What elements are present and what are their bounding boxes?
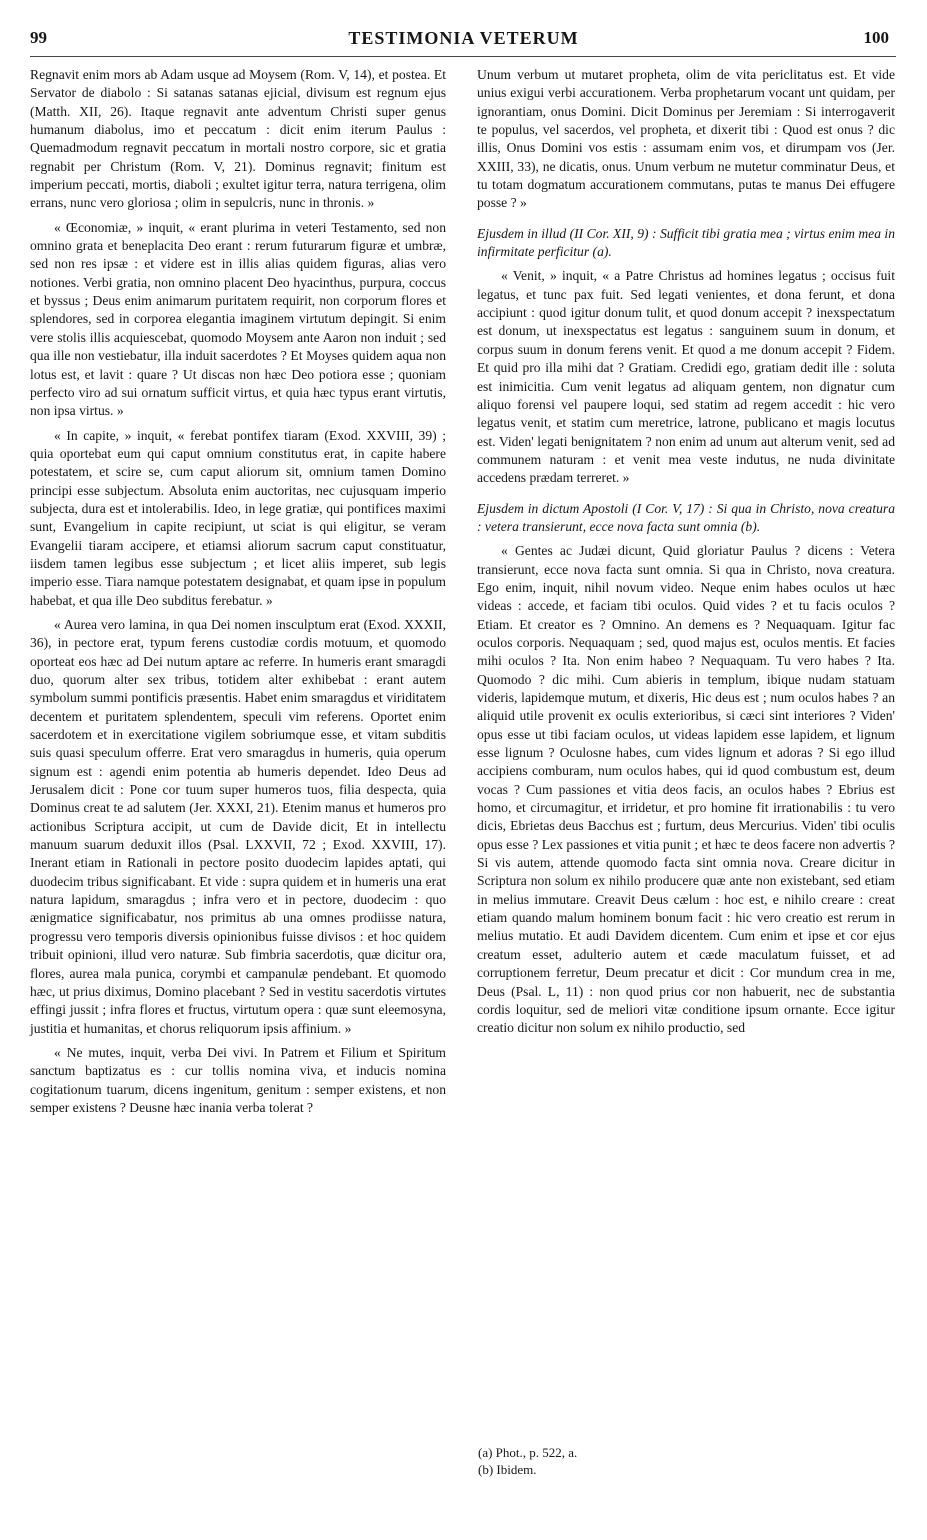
paragraph: Unum verbum ut mutaret propheta, olim de vita periclitatus est. Et vide unius exigui verbi accurationem. Verba prophetarum vocant unt quidam, per ignorantiam, onus Domini. Dicit Dominus per Jeremiam : Si interrogaverit te populus, vel sacerdos, vel propheta, et dixerit tibi : Quod est onus ? dic illis, Onus Domini vos estis : assumam enim vos, et dirumpam vos (Jer. XXIII, 33), ne dicatis, onus. Unum verbum ne mutetur comminatur Deus, et tu totam dogmatum accurationem commutans, putas te manus Dei effugere posse ? » — [477, 67, 895, 211]
running-head — [0, 28, 927, 54]
left-page-number: 99 — [30, 28, 47, 47]
section-heading: Ejusdem in dictum Apostoli (I Cor. V, 17) : Si qua in Christo, nova creatura : vetera transierunt, ecce nova facta sunt omnia (b). — [477, 500, 895, 534]
footnote: (a) Phot., p. 522, a. — [478, 1445, 578, 1460]
header-rule — [30, 56, 896, 57]
footnotes — [478, 1444, 577, 1478]
left-column — [30, 66, 446, 1123]
paragraph: « Venit, » inquit, « a Patre Christus ad homines legatus ; occisus fuit legatus, et tunc pax fuit. Sed legati venientes, et dona ferunt, et dona accipiunt : quod igitur donum tulit, et quod donum accepit ? inexspectatum est donum, ut inexspectatus est legatus : sanguinem suum in donum, et corpus suum in donum ferens venit. Et quod a me donum accepit ? Fidem. Et quid pro illa mihi dat ? Gratiam. Credidi ego, gratiam dedit ille : soluta est inimicitia. Cum venit legatus ad aliquam gentem, non dignatur cum aliquo forensi vel paupere loqui, sed statim ad regem accedit : hic vero legatus venit, et statim cum meretrice, latrone, publicano et magis locutus est. Viden' legati benignitatem ? non enim ad unum aut alterum venit, sed ad communem naturam : et venit mea veste indutus, ne nuda divinitate accedens prædam terreret. » — [477, 268, 895, 486]
paragraph: « Gentes ac Judæi dicunt, Quid gloriatur Paulus ? dicens : Vetera transierunt, ecce nova facta sunt omnia. Si qua in Christo, nova creatura. Ego enim, inquit, nihil novum video. Neque enim habes oculos ut hæc videas : accede, et faciam tibi oculos. Quid vides ? et tu facis oculos ? Etiam. Et creator es ? Omnino. An demens es ? Nequaquam. Igitur fac oculos corporis. Nequaquam ; sed, quod majus est, oculos mentis. Et facies mihi oculos ? Ita. Non enim habeo ? Nequaquam. Tu vero habes ? Ita. Quomodo ? dic mihi. Cum abieris in templum, ibique nudam statuam videris, lapidemque mutum, et dixeris, Hic deus est ; num oculos habes ? an aliquid utile provenit ex oculis exterioribus, si cæci sint interiores ? Viden' opus esse ut tibi faciam oculos, ut videas lapidem esse lapidem, et lignum esse lignum ? Oculosne habes, cum vides lignum et adoras ? Si ego illud accipiens comburam, num oculos habes, qui id quod combustum est, deum vocas ? Cum passiones et vitia deos facis, an oculos habes ? Ebrius est homo, et circumagitur, et irridetur, et pro homine fit irrationabilis : tu vero dicis, Ebrietas deus Bacchus est ; furtum, deus Mercurius. Viden' tibi oculis opus esse ? Lex passiones et vitia punit ; et hæc te deos facere non advertis ? Si vis autem, attende quomodo facta sint omnia nova. Creare dicitur in Scriptura non solum ex nihilo producere quæ ante non existebant, sed etiam in melius immutare. Creavit Deus cælum : hoc est, e nihilo creare : creat etiam quando malum hominem bonum facit : hic vero creatio est rerum in melius mutatio. Et audi Davidem dicentem. Cum enim et ipse et cor ejus creatum esset, adulterio autem et cæde maculatum fuisset, et ad corruptionem ferretur, Deum precatur et dicit : Cor mundum crea in me, Deus (Psal. L, 11) : non quod prius cor non habuerit, nec de substantia cordis loquitur, sed de meliori vitæ conditione ipsum ornante. Ecce igitur creatio dicitur non solum ex nihilo productio, sed — [477, 543, 895, 1036]
right-page-number: 100 — [863, 28, 889, 47]
paragraph: « Aurea vero lamina, in qua Dei nomen insculptum erat (Exod. XXXII, 36), in pectore erat, typum ferens custodiæ cordis motuum, et quomodo oporteat eos hæc ad Dei nutum aptare ac referre. In humeris erant smaragdi duo, quorum alter sex tribus, totidem alter exhibebat : erant autem symbolum summi pontificis præsentis. Habet enim smaragdus et viriditatem decentem et puritatem splendentem, speculi vim referens. Oportet enim sacerdotem et in exercitatione vigilem sobriumque esse, et vitam subditis suis quasi speculum offerre. Erat vero smaragdus in humeris, quia operum signum est : agendi enim potentia ab humeris dependet. Ideo Deus ad Jerusalem dicit : Pone cor tuum super humeros tuos, filia despecta, quia Dominus creat te ad salutem (Jer. XXXI, 21). Etenim manus et humeros pro actionibus Scriptura accipit, ut cum de Davide dicit, Et in intellectu manuum suarum deduxit illos (Psal. LXXVII, 72 ; Exod. XXVIII, 17). Inerant etiam in Rationali in pectore posito duodecim lapides aptati, qui duodecim tribus significabant. Et vide : supra quidem et in humeris una erat natura lapidum, smaragdus ; infra vero et in pectore, duodecim : quo ænigmatice significabatur, nos primitus ab una omnes prodiisse natura, progressu vero temporis diversis opinionibus fuisse divisos : et hoc quidem tribuit opinioni, illud vero naturæ. Sub fimbria sacerdotis, quæ dicitur ora, flores, aurea mala punica, corymbi et campanulæ pendebant. Et quomodo hæc, ut prius diximus, Domino placebant ? Sed in vestitu sacerdotis virtutes effingi jussit ; infra flores et fructus, virtutum opera : quæ sunt eleemosyna, justitia et humanitas, et chorus reliquorum ipsis affinium. » — [30, 616, 446, 1036]
section-heading: Ejusdem in illud (II Cor. XII, 9) : Sufficit tibi gratia mea ; virtus enim mea in infirmitate perficitur (a). — [477, 225, 895, 260]
paragraph: Regnavit enim mors ab Adam usque ad Moysem (Rom. V, 14), et postea. Et Servator de diabolo : Si satanas satanas ejicial, divisum est regnum ejus (Matth. XII, 26). Itaque regnavit ante adventum Christi super genus humanum diabolus, imo et peccatum : dicit enim iterum Paulus : Quemadmodum regnavit peccatum in mortali nostro corpore, sic et gratia regnabit per Christum (Rom. V, 21). Dominus regnavit; finitum est imperium peccati, mortis, diaboli ; exultet igitur terra, natura terrigena, olim errans, nunc vero gloriosa ; olim in sepulcris, nunc in thronis. » — [30, 67, 446, 211]
page-title: TESTIMONIA VETERUM — [348, 28, 579, 48]
right-column — [477, 66, 895, 1044]
paragraph: « Œconomiæ, » inquit, « erant plurima in veteri Testamento, sed non omnino grata et beneplacita Deo erant : rerum futurarum figuræ et umbræ, sed non res ipsæ : et videre est in illis alias quidem figuras, alias vero notiones. Verbi gratia, non omnino placent Deo hyacinthus, purpura, coccus et byssus ; Deus enim animarum puritatem requirit, non corporum flores et splendores, sed in corporea elegantia imaginem virtutum depingit. Si enim vere stolis illis acquiescebat, quomodo Moysem ante Aaron non induit ; sed qua ille non vestiebatur, illa induit sacerdotes ? Et Moyses quidem aqua non lotus est, et lavit : quare ? Ut discas non hæc Deo potiora esse ; quoniam perfecto viro ad sui ornatum sufficit virtus, et quia hæc typus erant virtutis, non ipsa virtus. » — [30, 219, 446, 419]
footnote: (b) Ibidem. — [478, 1462, 537, 1477]
paragraph: « Ne mutes, inquit, verba Dei vivi. In Patrem et Filium et Spiritum sanctum baptizatus es : cur tollis nomina viva, et inducis nomina cogitationum tuarum, dicens ingenitum, genitum : semper existens, et non semper existens ? Deusne hæc inania verba tolerat ? — [30, 1044, 446, 1115]
paragraph: « In capite, » inquit, « ferebat pontifex tiaram (Exod. XXVIII, 39) ; quia oportebat eum qui caput omnium constitutus erat, in capite habere potestatem, et scire se, cum caput aliorum sit, omnium tamen Domino principi esse subjectum. Absoluta enim auctoritas, nec cujusquam imperio subjecta, dura est et intolerabilis. Ideo, in lege gratiæ, qui pontifices maximi sunt, Evangelium in capite recipiunt, ut sciat is qui eligitur, se veram Evangelii tiaram accipere, et etiamsi aliorum sacrum caput constituatur, iisdem tamen legibus esse subjectum ; et licet aliis imperet, sub legis imperio esse. Tiara namque potestatem designabat, et quam ipse in populum habebat, et qua ille Deo subditus ferebatur. » — [30, 427, 446, 608]
